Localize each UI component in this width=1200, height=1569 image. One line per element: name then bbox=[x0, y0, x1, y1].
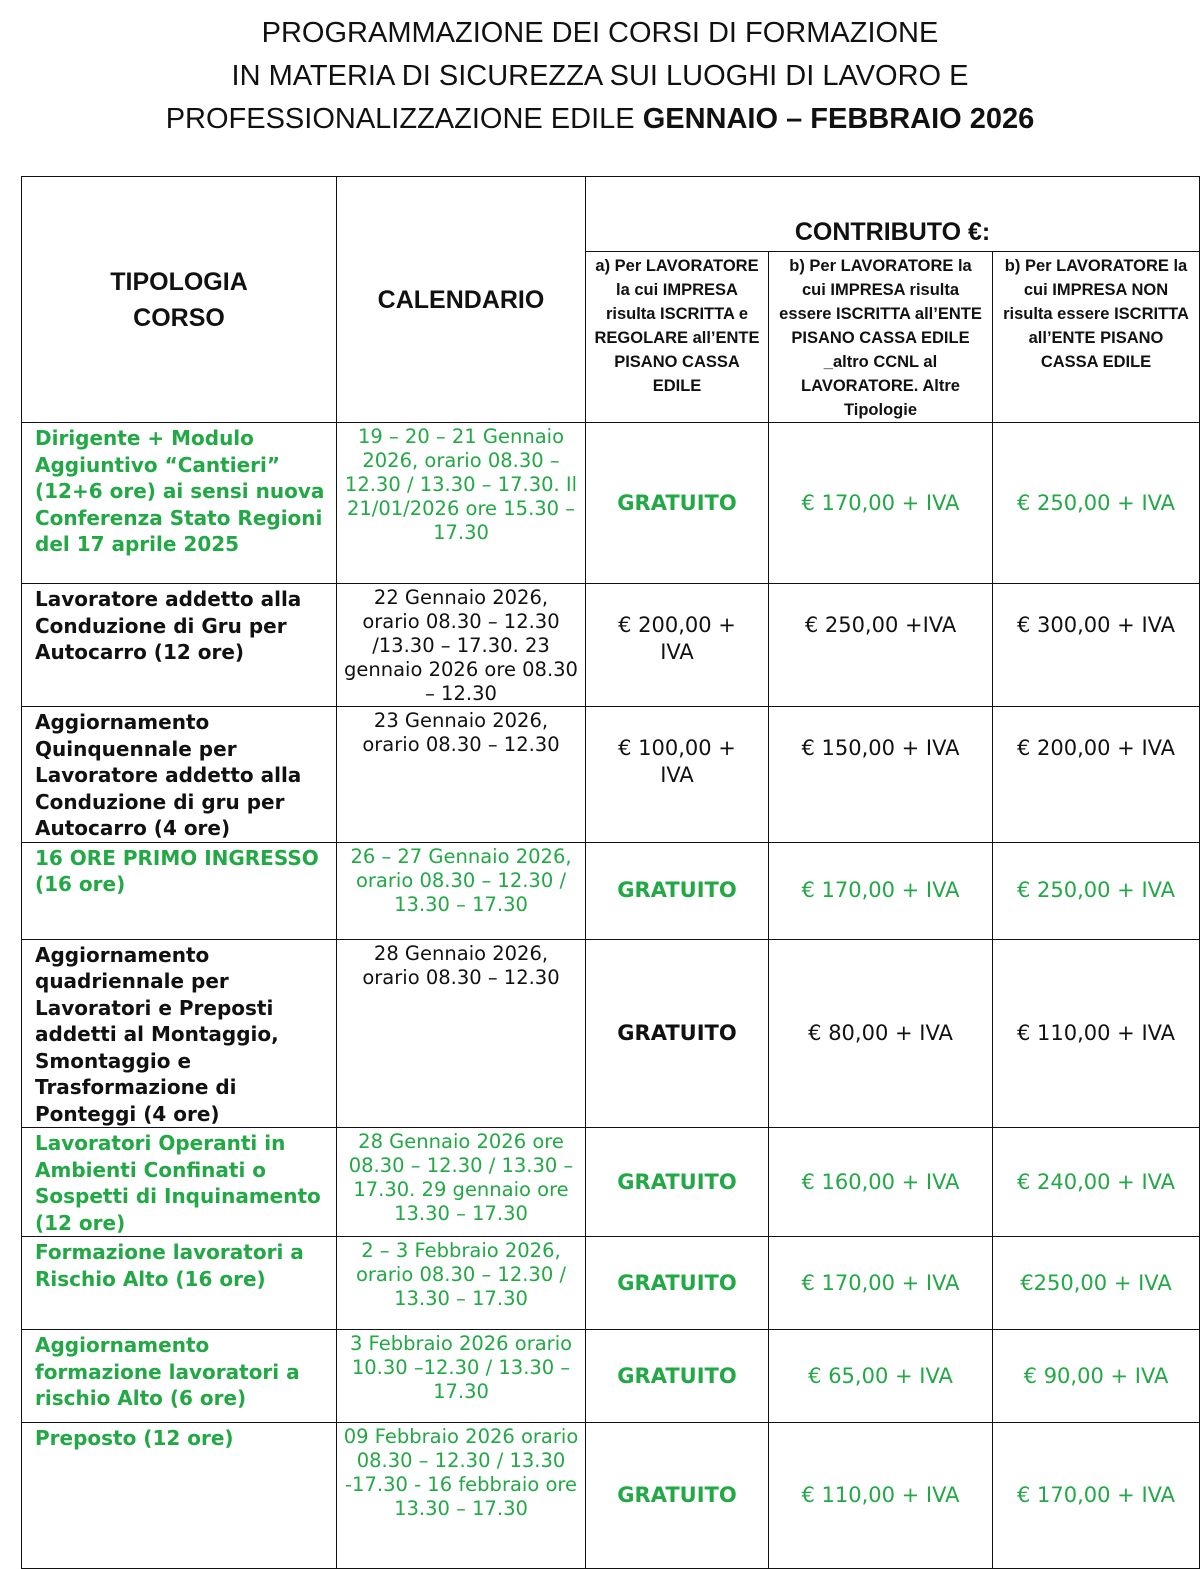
header-tipologia: TIPOLOGIA CORSO bbox=[22, 177, 337, 423]
price-col-a: GRATUITO bbox=[586, 842, 769, 939]
course-calendar: 09 Febbraio 2026 orario 08.30 – 12.30 / 13.30 -17.30 - 16 febbraio ore 13.30 – 17.30 bbox=[337, 1423, 586, 1569]
course-calendar: 28 Gennaio 2026 ore 08.30 – 12.30 / 13.30 – 17.30. 29 gennaio ore 13.30 – 17.30 bbox=[337, 1128, 586, 1237]
course-name: 16 ORE PRIMO INGRESSO (16 ore) bbox=[22, 842, 337, 939]
title-line-3 bbox=[0, 98, 1200, 141]
price-col-a: € 100,00 + IVA bbox=[586, 707, 769, 843]
header-col-c: b) Per LAVORATORE la cui IMPRESA NON risulta essere ISCRITTA all’ENTE PISANO CASSA EDILE bbox=[993, 252, 1200, 423]
table-row bbox=[22, 842, 1200, 939]
header-contributo: CONTRIBUTO €: bbox=[586, 177, 1200, 252]
price-col-c: € 200,00 + IVA bbox=[993, 707, 1200, 843]
course-name: Formazione lavoratori a Rischio Alto (16 ore) bbox=[22, 1237, 337, 1330]
title-line-3-prefix: PROFESSIONALIZZAZIONE EDILE bbox=[165, 103, 643, 135]
price-col-c: € 90,00 + IVA bbox=[993, 1330, 1200, 1423]
price-col-b: € 160,00 + IVA bbox=[769, 1128, 993, 1237]
price-col-c: € 250,00 + IVA bbox=[993, 423, 1200, 584]
price-col-b: € 80,00 + IVA bbox=[769, 939, 993, 1128]
course-name: Lavoratore addetto alla Conduzione di Gru per Autocarro (12 ore) bbox=[22, 584, 337, 707]
price-col-b: € 65,00 + IVA bbox=[769, 1330, 993, 1423]
price-col-b: € 250,00 +IVA bbox=[769, 584, 993, 707]
price-col-c: € 300,00 + IVA bbox=[993, 584, 1200, 707]
table-row bbox=[22, 423, 1200, 584]
course-name: Lavoratori Operanti in Ambienti Confinati o Sospetti di Inquinamento (12 ore) bbox=[22, 1128, 337, 1237]
course-name: Aggiornamento quadriennale per Lavoratori e Preposti addetti al Montaggio, Smontaggio e Trasformazione di Ponteggi (4 ore) bbox=[22, 939, 337, 1128]
course-calendar: 22 Gennaio 2026, orario 08.30 – 12.30 /13.30 – 17.30. 23 gennaio 2026 ore 08.30 – 12.30 bbox=[337, 584, 586, 707]
title-period: GENNAIO – FEBBRAIO 2026 bbox=[642, 103, 1035, 135]
course-calendar: 23 Gennaio 2026, orario 08.30 – 12.30 bbox=[337, 707, 586, 843]
course-calendar: 26 – 27 Gennaio 2026, orario 08.30 – 12.30 / 13.30 – 17.30 bbox=[337, 842, 586, 939]
price-col-a: GRATUITO bbox=[586, 423, 769, 584]
price-col-b: € 170,00 + IVA bbox=[769, 423, 993, 584]
price-col-a: GRATUITO bbox=[586, 1237, 769, 1330]
price-col-b: € 170,00 + IVA bbox=[769, 842, 993, 939]
document-title bbox=[0, 12, 1200, 141]
course-name: Aggiornamento formazione lavoratori a rischio Alto (6 ore) bbox=[22, 1330, 337, 1423]
table-row bbox=[22, 1330, 1200, 1423]
price-col-a: GRATUITO bbox=[586, 939, 769, 1128]
price-col-a: GRATUITO bbox=[586, 1423, 769, 1569]
course-name: Aggiornamento Quinquennale per Lavoratore addetto alla Conduzione di gru per Autocarro (4 ore) bbox=[22, 707, 337, 843]
price-col-b: € 110,00 + IVA bbox=[769, 1423, 993, 1569]
table-row bbox=[22, 939, 1200, 1128]
course-name: Preposto (12 ore) bbox=[22, 1423, 337, 1569]
header-calendario: CALENDARIO bbox=[337, 177, 586, 423]
table-row bbox=[22, 707, 1200, 843]
courses-table bbox=[21, 176, 1200, 1569]
price-col-c: € 250,00 + IVA bbox=[993, 842, 1200, 939]
header-col-a: a) Per LAVORATORE la cui IMPRESA risulta ISCRITTA e REGOLARE all’ENTE PISANO CASSA EDILE bbox=[586, 252, 769, 423]
price-col-a: GRATUITO bbox=[586, 1330, 769, 1423]
course-calendar: 28 Gennaio 2026, orario 08.30 – 12.30 bbox=[337, 939, 586, 1128]
course-calendar: 19 – 20 – 21 Gennaio 2026, orario 08.30 – 12.30 / 13.30 – 17.30. Il 21/01/2026 ore 15.30 – 17.30 bbox=[337, 423, 586, 584]
price-col-c: € 170,00 + IVA bbox=[993, 1423, 1200, 1569]
course-name: Dirigente + Modulo Aggiuntivo “Cantieri” (12+6 ore) ai sensi nuova Conferenza Stato Regioni del 17 aprile 2025 bbox=[22, 423, 337, 584]
price-col-a: € 200,00 + IVA bbox=[586, 584, 769, 707]
course-calendar: 2 – 3 Febbraio 2026, orario 08.30 – 12.30 / 13.30 – 17.30 bbox=[337, 1237, 586, 1330]
price-col-a: GRATUITO bbox=[586, 1128, 769, 1237]
table-row bbox=[22, 584, 1200, 707]
price-col-b: € 170,00 + IVA bbox=[769, 1237, 993, 1330]
price-col-c: € 240,00 + IVA bbox=[993, 1128, 1200, 1237]
price-col-c: €250,00 + IVA bbox=[993, 1237, 1200, 1330]
price-col-b: € 150,00 + IVA bbox=[769, 707, 993, 843]
table-row bbox=[22, 1128, 1200, 1237]
title-line-2: IN MATERIA DI SICUREZZA SUI LUOGHI DI LAVORO E bbox=[231, 60, 969, 92]
table-row bbox=[22, 1423, 1200, 1569]
table-row bbox=[22, 1237, 1200, 1330]
header-col-b: b) Per LAVORATORE la cui IMPRESA risulta essere ISCRITTA all’ENTE PISANO CASSA EDILE _altro CCNL al LAVORATORE. Altre Tipologie bbox=[769, 252, 993, 423]
price-col-c: € 110,00 + IVA bbox=[993, 939, 1200, 1128]
title-line-1: PROGRAMMAZIONE DEI CORSI DI FORMAZIONE bbox=[261, 17, 939, 49]
course-calendar: 3 Febbraio 2026 orario 10.30 –12.30 / 13.30 – 17.30 bbox=[337, 1330, 586, 1423]
